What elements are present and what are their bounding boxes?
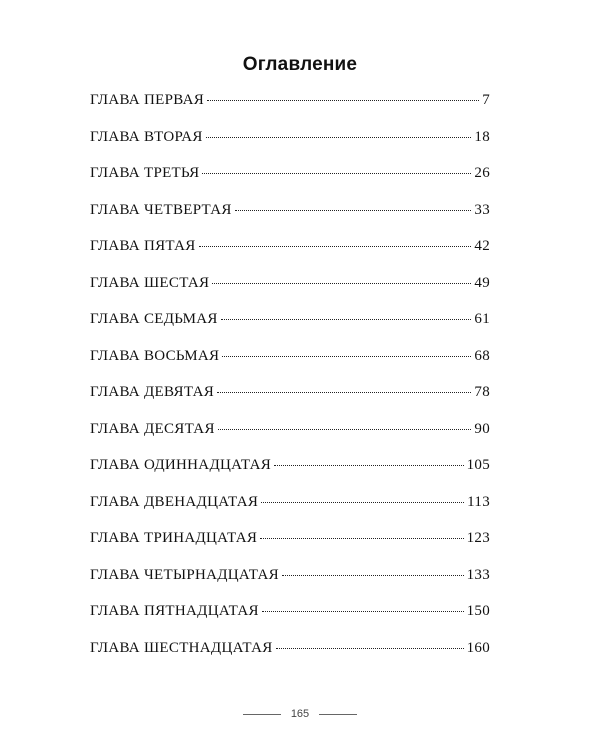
toc-entry[interactable] (90, 384, 490, 421)
toc-entry-page-number: 61 (474, 311, 490, 327)
footer-rule-right (319, 714, 357, 715)
toc-entry[interactable] (90, 640, 490, 677)
toc-entry-page-number: 18 (474, 128, 490, 145)
toc-entry-title: ГЛАВА ДЕСЯТАЯ (90, 420, 215, 437)
toc-dot-leader (218, 429, 472, 430)
toc-entry[interactable] (90, 238, 490, 275)
toc-entry-page-number: 26 (474, 165, 490, 181)
toc-entry-page-number: 90 (474, 420, 490, 437)
toc-entry-page-number: 68 (474, 347, 490, 364)
toc-entry-page-number: 160 (466, 639, 490, 656)
page-number: 165 (290, 708, 310, 720)
toc-entry-title: ГЛАВА ПЯТАЯ (90, 238, 196, 254)
toc-entry-title: ГЛАВА ТРИНАДЦАТАЯ (90, 530, 258, 546)
toc-entry-page-number: 113 (467, 493, 490, 510)
toc-dot-leader (217, 392, 471, 393)
toc-dot-leader (212, 283, 471, 284)
footer-rule-left (243, 714, 281, 715)
toc-entry-title: ГЛАВА ШЕСТНАДЦАТАЯ (90, 639, 273, 656)
toc-entry[interactable] (90, 165, 490, 202)
toc-dot-leader (222, 356, 471, 357)
toc-entry[interactable] (90, 603, 490, 640)
toc-entry-page-number: 133 (466, 566, 490, 583)
toc-entry-title: ГЛАВА ШЕСТАЯ (90, 274, 210, 291)
toc-entry[interactable] (90, 567, 490, 604)
toc-entry[interactable] (90, 311, 490, 348)
toc-entry-page-number: 78 (474, 384, 490, 400)
toc-dot-leader (207, 100, 479, 101)
toc-dot-leader (260, 538, 463, 539)
toc-entry[interactable] (90, 92, 490, 129)
toc-entry[interactable] (90, 457, 490, 494)
toc-entry[interactable] (90, 275, 490, 312)
toc-entry[interactable] (90, 421, 490, 458)
toc-dot-leader (199, 246, 472, 247)
toc-entry[interactable] (90, 494, 490, 531)
table-of-contents (90, 92, 490, 676)
toc-entry[interactable] (90, 530, 490, 567)
toc-entry-page-number: 7 (482, 92, 490, 108)
toc-dot-leader (282, 575, 464, 576)
toc-entry-title: ГЛАВА ПЕРВАЯ (90, 92, 205, 108)
toc-entry-page-number: 42 (474, 238, 490, 254)
toc-entry-title: ГЛАВА ОДИННАДЦАТАЯ (90, 457, 272, 473)
toc-dot-leader (221, 319, 472, 320)
toc-dot-leader (274, 465, 464, 466)
toc-dot-leader (276, 648, 464, 649)
toc-entry-title: ГЛАВА ДЕВЯТАЯ (90, 384, 215, 400)
toc-entry-title: ГЛАВА ЧЕТЫРНАДЦАТАЯ (90, 566, 279, 583)
toc-entry-title: ГЛАВА ПЯТНАДЦАТАЯ (90, 603, 259, 619)
toc-dot-leader (235, 210, 472, 211)
toc-entry[interactable] (90, 202, 490, 239)
toc-entry-page-number: 105 (466, 457, 490, 473)
toc-entry-title: ГЛАВА ДВЕНАДЦАТАЯ (90, 493, 259, 510)
toc-entry-page-number: 49 (474, 274, 490, 291)
toc-dot-leader (202, 173, 471, 174)
page-title: Оглавление (242, 54, 358, 75)
toc-entry-title: ГЛАВА СЕДЬМАЯ (90, 311, 218, 327)
toc-entry-page-number: 33 (474, 201, 490, 218)
toc-entry-title: ГЛАВА ТРЕТЬЯ (90, 165, 200, 181)
toc-entry[interactable] (90, 348, 490, 385)
toc-entry-title: ГЛАВА ВТОРАЯ (90, 128, 203, 145)
page-footer (0, 708, 600, 720)
toc-dot-leader (261, 502, 464, 503)
toc-entry-title: ГЛАВА ВОСЬМАЯ (90, 347, 220, 364)
toc-entry-title: ГЛАВА ЧЕТВЕРТАЯ (90, 201, 232, 218)
toc-dot-leader (206, 137, 472, 138)
toc-dot-leader (262, 611, 464, 612)
toc-entry-page-number: 123 (466, 530, 490, 546)
toc-entry[interactable] (90, 129, 490, 166)
toc-entry-page-number: 150 (466, 603, 490, 619)
